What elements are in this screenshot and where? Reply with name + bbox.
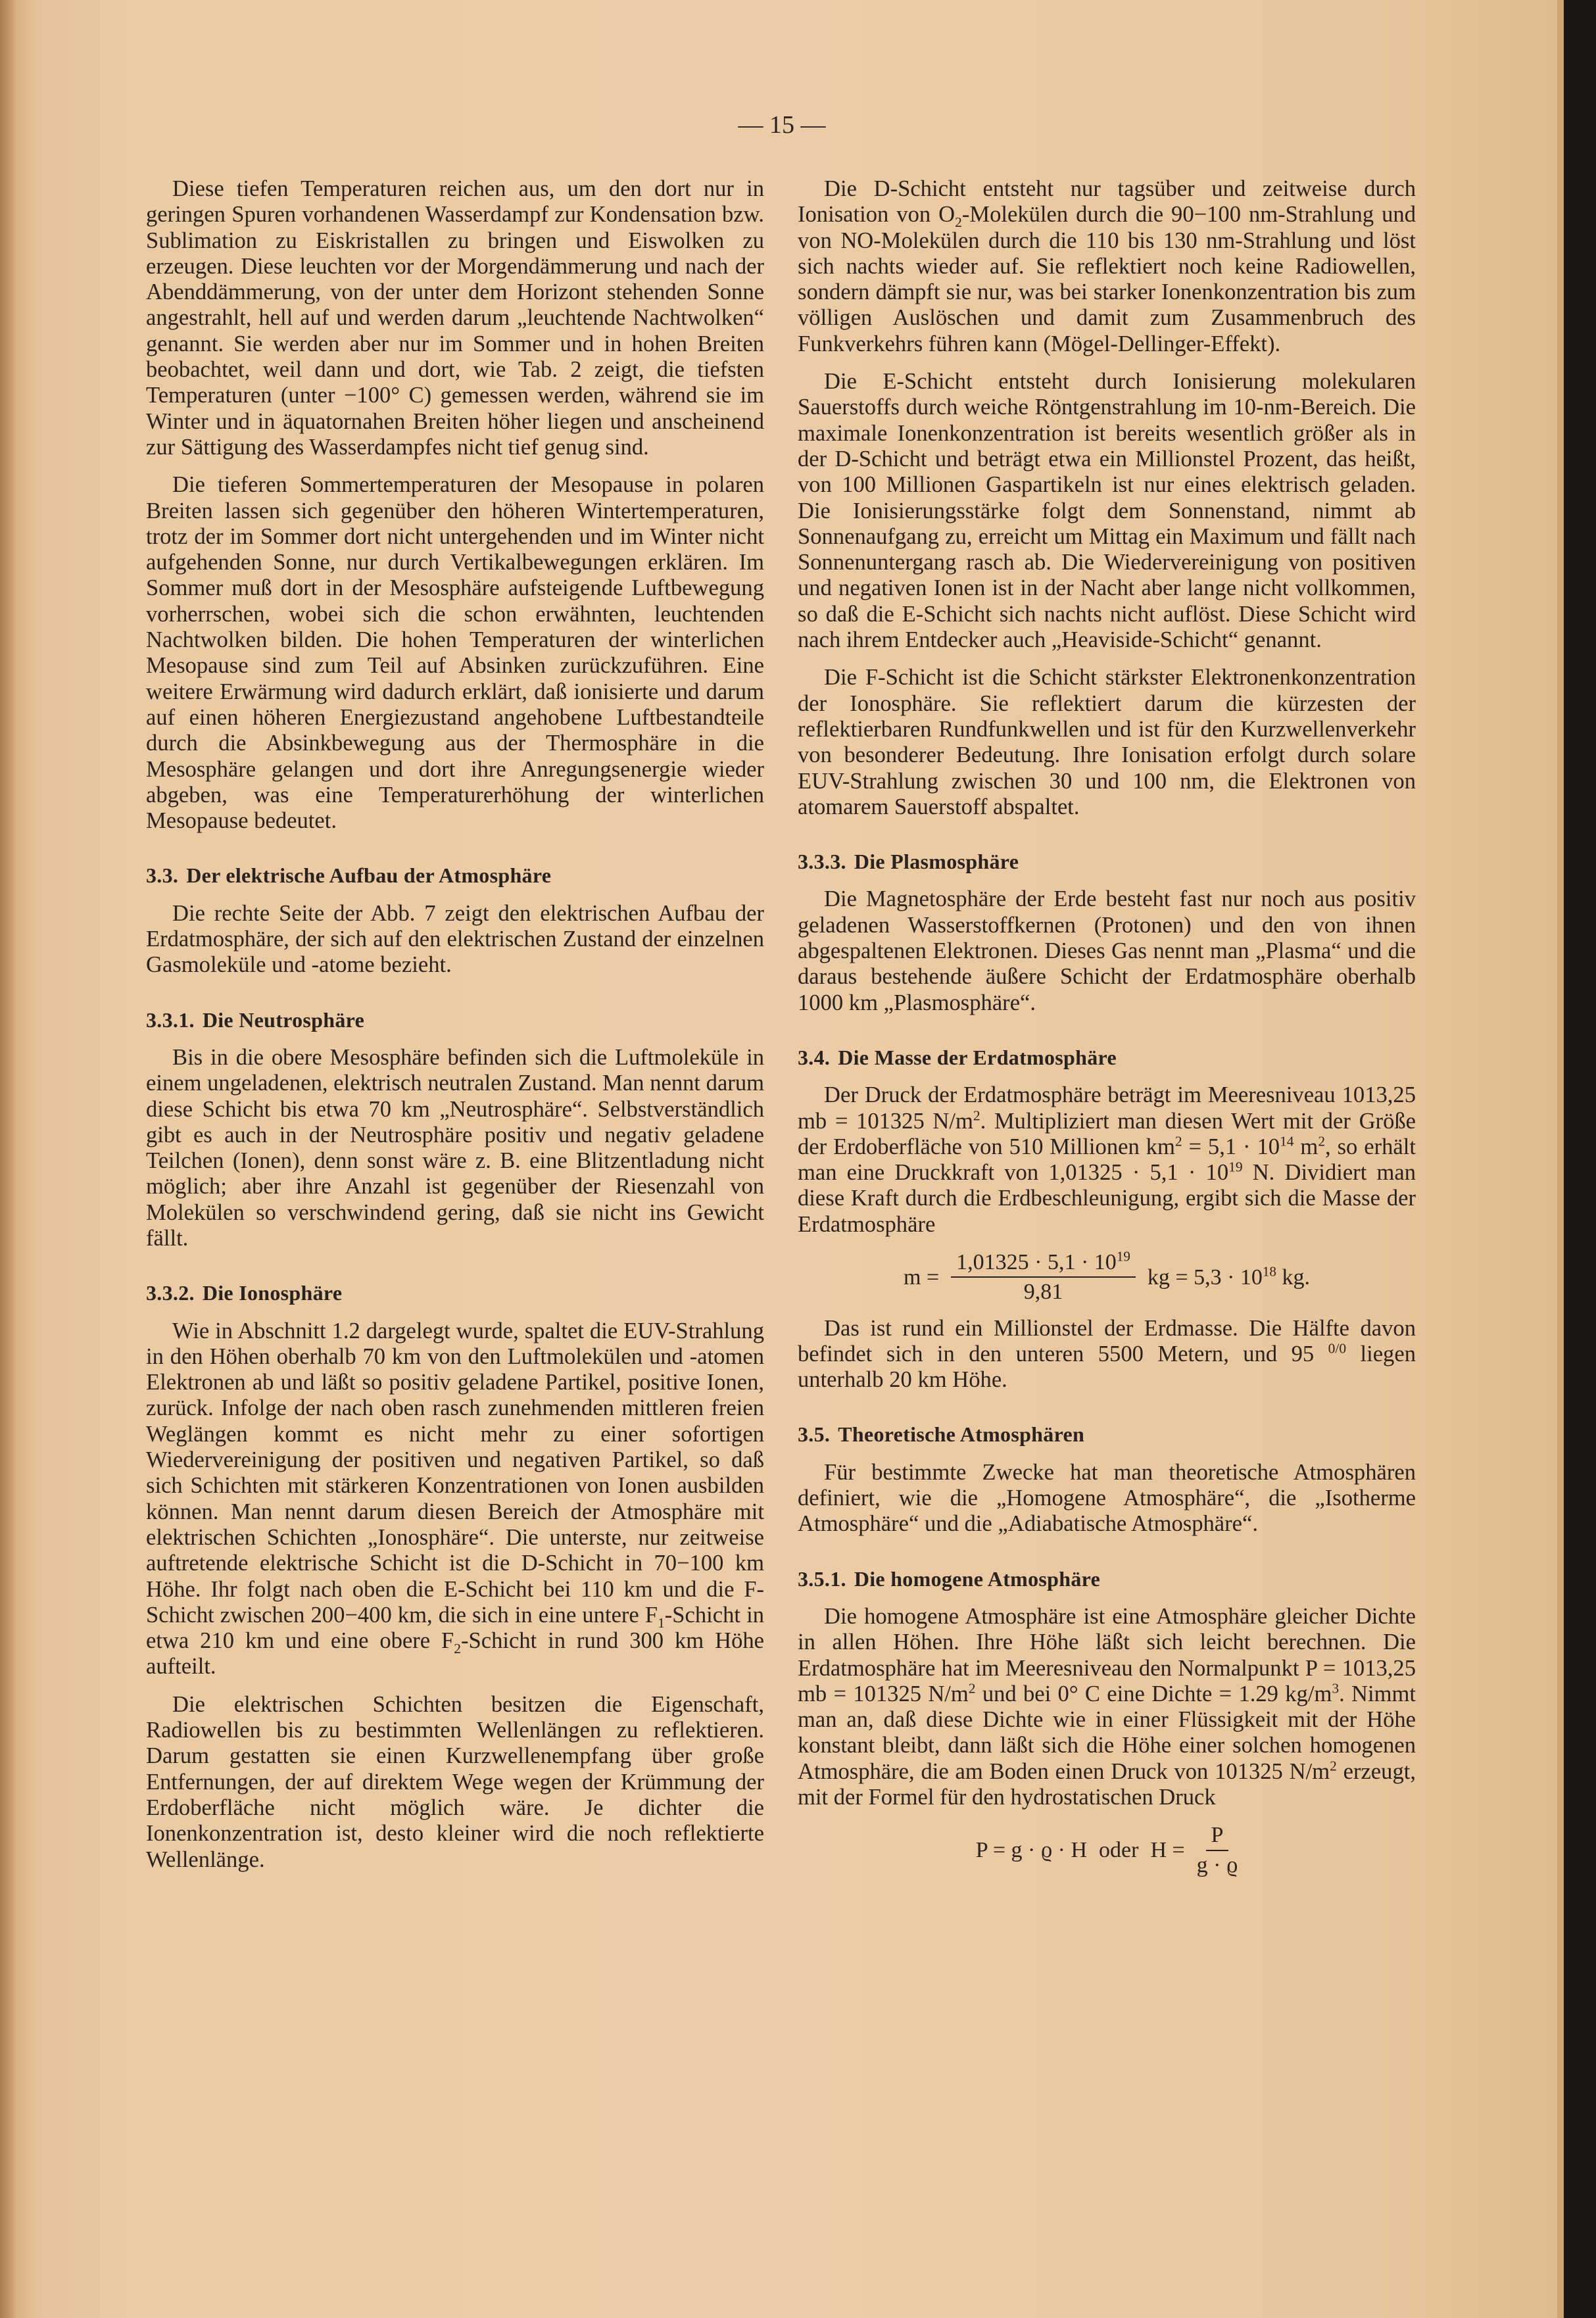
text-run: = 5,1 · 10 [1182,1134,1280,1159]
section-number: 3.4. [798,1045,831,1069]
formula-left: P = g · ϱ · H [975,1837,1088,1862]
page-edge [1557,0,1564,2318]
superscript: 2 [973,1107,980,1123]
text-run: . Multipliziert man diesen Wert mit der Größe der Erdoberfläche von 510 Millionen km [798,1108,1416,1159]
superscript: 14 [1280,1133,1294,1149]
superscript: 3 [1332,1680,1340,1697]
paragraph: Die rechte Seite der Abb. 7 zeigt den elektrischen Aufbau der Erdatmosphäre, der sich auf den elektrischen Zustand der einzelnen Gasmoleküle und -atome bezieht. [146,900,764,978]
page-number: — 15 — [738,111,826,139]
text-run: erzeugt, mit der Formel für den hydrostatischen Druck [798,1758,1416,1810]
section-number: 3.3. [146,863,179,888]
hydrostatic-formula [798,1822,1416,1878]
numerator-text: 1,01325 · 5,1 · 10 [956,1249,1117,1274]
mass-formula [798,1249,1416,1305]
section-title: Der elektrische Aufbau der Atmosphäre [186,863,552,888]
text-run: Der Druck der Erdatmosphäre beträgt im Meeresniveau 1013,25 mb = 101325 N/m [798,1082,1416,1134]
text-run: und bei 0° C eine Dichte = 1.29 kg/m [975,1681,1332,1706]
subscript: 2 [454,1641,461,1657]
paragraph: Die F-Schicht ist die Schicht stärkster Elektronenkonzentration der Ionosphäre. Sie reflektiert darum die kürzesten der reflektierbaren Rundfunkwellen und ist für den Kurzwellenverkehr von besonderer Bedeutung. Ihre Ionisation erfolgt durch solare EUV-Strahlung zwischen 30 und 100 nm, die Elektronen von atomarem Sauerstoff abspaltet. [798,665,1416,819]
right-column [798,176,1416,1889]
superscript: 19 [1228,1159,1243,1175]
superscript: 2 [1330,1758,1337,1774]
text-run: Die homogene Atmosphäre ist eine Atmosphäre gleicher Dichte in allen Höhen. Ihre Höhe läßt sich leicht berechnen. Die Erdatmosphäre hat im Meeresniveau den Normalpunkt P = 1013,25 mb = 101325 N/m [798,1603,1416,1706]
fraction-numerator [951,1249,1136,1278]
section-title: Die homogene Atmosphäre [854,1566,1101,1591]
section-heading [146,863,764,888]
formula-fraction [951,1249,1136,1305]
section-number: 3.5. [798,1422,831,1447]
section-number: 3.3.3. [798,850,846,874]
text-run: . Nimmt man an, daß diese Dichte wie in einer Flüssigkeit mit der Höhe konstant bleibt, dann läßt sich die Höhe einer solchen homogenen Atmosphäre, die am Boden einen Druck von 101325 N/m [798,1681,1416,1784]
text-run: m [1294,1134,1318,1159]
subscript: 2 [955,214,962,231]
text-run: -Molekülen durch die 90−100 nm-Strahlung und von NO-Molekülen durch die 110 bis 130 nm-Strahlung und löst sich nachts wieder auf. Sie reflektiert noch keine Radiowellen, sondern dämpft sie nur, was bei starker Ionenkonzentration bis zum völligen Auslöschen und damit zum Zusammenbruch des Funkverkehrs führen kann (Mögel-Dellinger-Effekt). [798,202,1416,356]
paragraph: Die E-Schicht entsteht durch Ionisierung molekularen Sauerstoffs durch weiche Röntgenstrahlung im 10-nm-Bereich. Die maximale Ionenkonzentration ist bereits wesentlich größer als in der D-Schicht und beträgt etwa ein Millionstel Prozent, das heißt, von 100 Millionen Gaspartikeln ist nur eines elektrisch geladen. Die Ionisierungsstärke folgt dem Sonnenstand, nimmt ab Sonnenaufgang zu, erreicht um Mittag ein Maximum und fällt nach Sonnenuntergang rasch ab. Die Wiedervereinigung von positiven und negativen Ionen ist in der Nacht aber lange nicht vollkommen, so daß die E-Schicht sich nachts nicht auflöst. Diese Schicht wird nach ihrem Entdecker auch „Heaviside-Schicht“ genannt. [798,369,1416,653]
paragraph [798,176,1416,357]
section-title: Die Plasmosphäre [854,850,1019,874]
superscript: 18 [1262,1263,1276,1280]
section-title: Die Ionosphäre [202,1281,343,1305]
binding-shadow [0,0,17,2318]
section-title: Die Masse der Erdatmosphäre [838,1045,1117,1069]
fraction-denominator: 9,81 [1023,1280,1063,1305]
text-run: -Schicht in rund 300 km Höhe aufteilt. [146,1628,764,1679]
paragraph: Die elektrischen Schichten besitzen die Eigenschaft, Radiowellen bis zu bestimmten Wellenlängen zu reflektieren. Darum gestatten sie einen Kurzwellenempfang über große Entfernungen, der auf direktem Wege wegen der Krümmung der Erdoberfläche nicht möglich wäre. Je dichter die Ionenkonzentration ist, desto kleiner wird die noch reflektierte Wellenlänge. [146,1691,764,1872]
section-title: Theoretische Atmosphären [838,1422,1085,1447]
fraction-numerator: P [1206,1822,1229,1850]
section-number: 3.3.2. [146,1281,195,1305]
section-heading [798,1422,1416,1447]
paragraph: Bis in die obere Mesosphäre befinden sich die Luftmoleküle in einem ungeladenen, elektrisch neutralen Zustand. Man nennt darum diese Schicht bis etwa 70 km „Neutrosphäre“. Selbstverständlich gibt es auch in der Neutrosphäre positiv und negativ geladene Teilchen (Ionen), denn sonst wäre z. B. eine Blitzentladung nicht möglich; aber ihre Anzahl ist gegenüber der Riesenzahl von Molekülen so verschwindend gering, daß sie nicht ins Gewicht fällt. [146,1044,765,1251]
section-heading [146,1280,764,1306]
paragraph: Für bestimmte Zwecke hat man theoretische Atmosphären definiert, wie die „Homogene Atmosphäre“, die „Isotherme Atmosphäre“ und die „Adiabatische Atmosphäre“. [798,1459,1416,1537]
rhs-text: kg = 5,3 · 10 [1147,1265,1263,1290]
rhs-unit: kg. [1276,1265,1310,1290]
text-run: N. Dividiert man diese Kraft durch die Erdbeschleunigung, ergibt sich die Masse der Erdatmosphäre [798,1160,1416,1237]
formula-lhs: m = [904,1265,940,1290]
formula-connector: oder [1099,1837,1139,1862]
paragraph [798,1316,1416,1393]
paragraph: Die tieferen Sommertemperaturen der Mesopause in polaren Breiten lassen sich gegenüber den höheren Wintertemperaturen, trotz der im Sommer dort nicht untergehenden und im Winter nicht aufgehenden Sonne, nur durch Vertikalbewegungen erklären. Im Sommer muß dort in der Mesosphäre aufsteigende Luftbewegung vorherrschen, wobei sich die schon erwähnten, leuchtenden Nachtwolken bilden. Die hohen Temperaturen der winterlichen Mesopause sind zum Teil auf Absinken zurückzuführen. Eine weitere Erwärmung wird dadurch erklärt, daß ionisierte und darum auf einen höheren Energiezustand angehobene Luftbestandteile durch die Absinkbewegung aus der Thermosphäre in die Mesosphäre gelangen und dort ihre Anregungsenergie wieder abgeben, was eine Temperaturerhöhung der winterlichen Mesopause bedeutet. [146,472,764,834]
superscript: 2 [968,1680,976,1697]
section-number: 3.3.1. [146,1007,195,1032]
formula-rhs-label: H = [1150,1837,1185,1862]
superscript: 0/0 [1328,1340,1347,1357]
left-column [146,176,764,1885]
formula-fraction [1197,1822,1238,1878]
superscript: 19 [1116,1248,1130,1265]
fraction-denominator: g · ϱ [1196,1852,1238,1877]
paragraph [146,1318,764,1680]
subscript: 1 [658,1614,665,1631]
text-run: -Schicht in etwa 210 km und eine obere F [146,1602,764,1654]
section-number: 3.5.1. [798,1566,846,1591]
section-heading [798,849,1416,875]
section-title: Die Neutrosphäre [202,1007,365,1032]
section-heading [146,1007,764,1033]
text-run: Das ist rund ein Millionstel der Erdmasse. Die Hälfte davon befindet sich in den unteren 5500 Metern, und 95 [798,1315,1416,1366]
superscript: 2 [1174,1133,1182,1149]
formula-rhs [1148,1265,1310,1290]
text-run: liegen unterhalb 20 km Höhe. [798,1341,1416,1393]
text-run: Wie in Abschnitt 1.2 dargelegt wurde, spaltet die EUV-Strahlung in den Höhen oberhalb 70 km von den Luftmolekülen und -atomen Elektronen ab und läßt so positiv geladene Partikel, positive Ionen, zurück. Infolge der nach oben rasch zunehmenden mittleren freien Weglängen kommt es nicht mehr zu einer sofortigen Wiedervereinigung der positiven und negativen Partikel, so daß sich Schichten mit stärkeren Konzentrationen von Ionen ausbilden können. Man nennt darum diesen Bereich der Atmosphäre mit elektrischen Schichten „Ionosphäre“. Die unterste, nur zeitweise auftretende elektrische Schicht ist die D-Schicht in 70−100 km Höhe. Ihr folgt nach oben die E-Schicht bei 110 km und die F-Schicht zwischen 200−400 km, die sich in eine untere F [146,1318,764,1628]
section-heading [798,1566,1416,1592]
section-heading [798,1045,1416,1071]
text-run: , so erhält man eine Druckkraft von 1,01325 · 5,1 · 10 [798,1134,1416,1186]
superscript: 2 [1318,1133,1326,1149]
paragraph [798,1604,1416,1810]
paragraph: Die Magnetosphäre der Erde besteht fast nur noch aus positiv geladenen Wasserstoffkernen (Protonen) und den von ihnen abgespaltenen Elektronen. Dieses Gas nennt man „Plasma“ und die daraus bestehende äußere Schicht der Erdatmosphäre oberhalb 1000 km „Plasmosphäre“. [798,886,1416,1015]
paragraph: Diese tiefen Temperaturen reichen aus, um den dort nur in geringen Spuren vorhandenen Wasserdampf zur Kondensation bzw. Sublimation zu Eiskristallen zu bringen und Eiswolken zu erzeugen. Diese leuchten vor der Morgendämmerung und nach der Abenddämmerung, von der unter dem Horizont stehenden Sonne angestrahlt, hell auf und werden darum „leuchtende Nachtwolken“ genannt. Sie werden aber nur im Sommer und in hohen Breiten beobachtet, weil dann und dort, wie Tab. 2 zeigt, die tiefsten Temperaturen (unter −100° C) gemessen werden, während sie im Winter und in äquatornahen Breiten höher liegen und anscheinend zur Sättigung des Wasserdampfes nicht tief genug sind. [146,176,764,460]
text-run: Die D-Schicht entsteht nur tagsüber und zeitweise durch Ionisation von O [798,176,1416,228]
paragraph [798,1082,1416,1238]
